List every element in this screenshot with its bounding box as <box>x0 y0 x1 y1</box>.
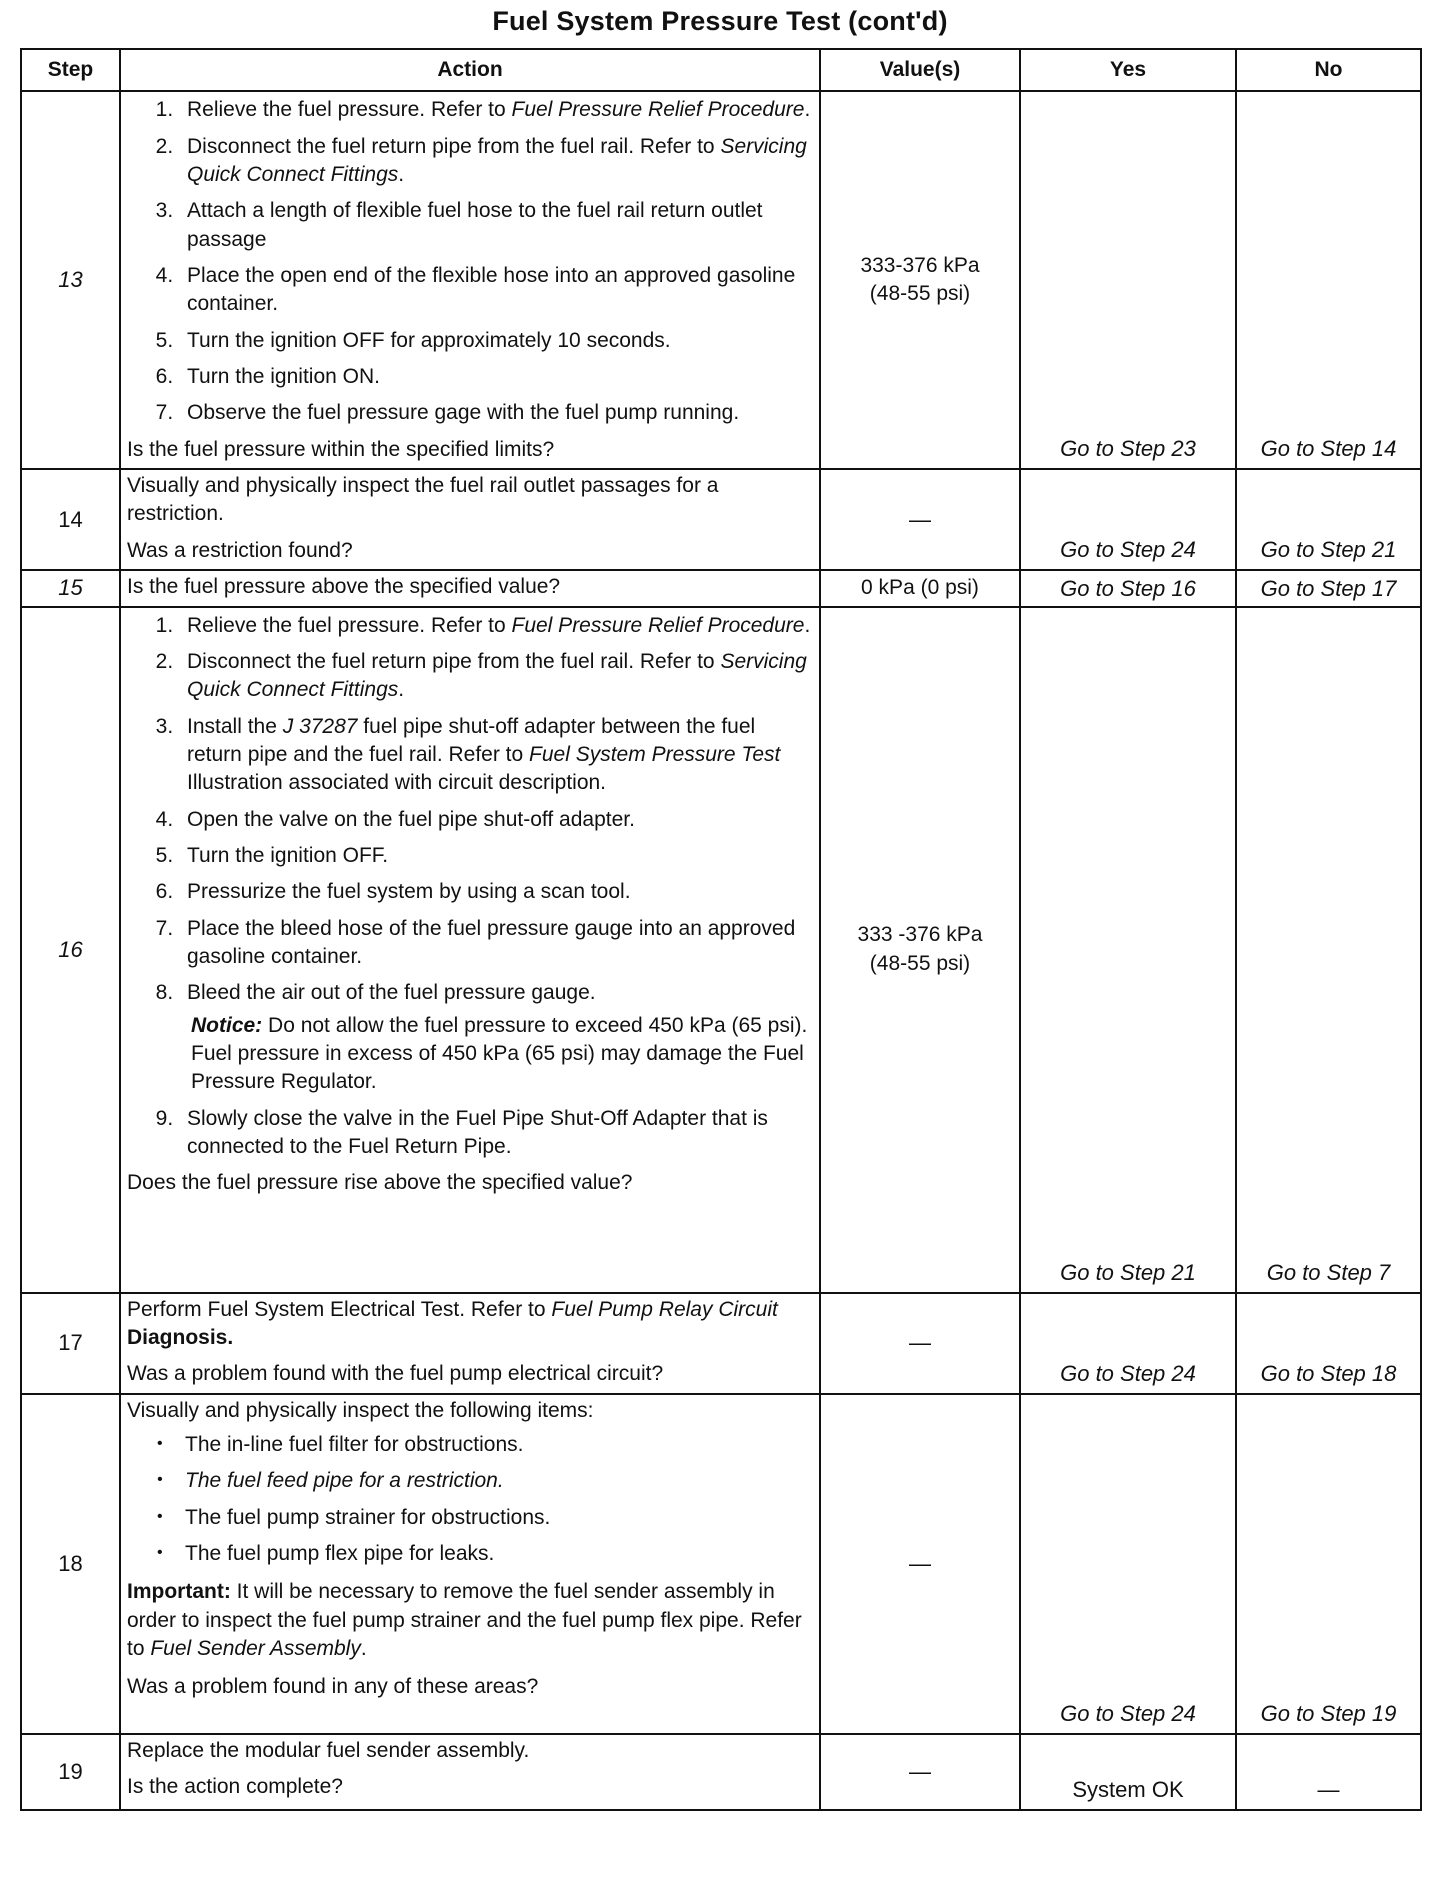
step-number: 19 <box>21 1734 120 1810</box>
action-step: 1. Relieve the fuel pressure. Refer to Fuel Pressure Relief Procedure. <box>179 612 813 640</box>
action-question: Is the fuel pressure above the specified value? <box>127 575 561 599</box>
table-row-step-14 <box>21 469 1421 570</box>
procedure-reference: Fuel Pump Relay Circuit <box>551 1297 778 1321</box>
yes-result: Go to Step 24 <box>1020 1394 1236 1734</box>
no-result: Go to Step 21 <box>1236 469 1421 570</box>
action-question: Is the fuel pressure within the specified limits? <box>127 437 555 461</box>
table-row-step-16 <box>21 607 1421 1293</box>
value-cell: — <box>820 1394 1020 1734</box>
notice-box <box>187 1012 813 1097</box>
procedure-table <box>20 48 1422 1811</box>
no-result: Go to Step 17 <box>1236 570 1421 606</box>
table-row-step-15 <box>21 570 1421 606</box>
table-row-step-13 <box>21 91 1421 469</box>
header-yes: Yes <box>1020 49 1236 91</box>
action-cell <box>120 1734 820 1810</box>
tool-reference: J 37287 <box>282 714 358 738</box>
no-result: Go to Step 18 <box>1236 1293 1421 1394</box>
action-cell <box>120 1293 820 1394</box>
value-cell: — <box>820 469 1020 570</box>
table-row-step-18 <box>21 1394 1421 1734</box>
value-cell: — <box>820 1293 1020 1394</box>
yes-result: System OK <box>1020 1734 1236 1810</box>
action-step: 4. Place the open end of the flexible hose into an approved gasoline container. <box>179 262 813 319</box>
no-result: Go to Step 7 <box>1236 607 1421 1293</box>
step-number: 18 <box>21 1394 120 1734</box>
value-line: (48-55 psi) <box>869 951 971 975</box>
action-cell <box>120 607 820 1293</box>
yes-result: Go to Step 16 <box>1020 570 1236 606</box>
header-no: No <box>1236 49 1421 91</box>
no-result: — <box>1236 1734 1421 1810</box>
list-item: • The in-line fuel filter for obstructions. <box>175 1431 813 1459</box>
important-note: Important: It will be necessary to remove the fuel sender assembly in order to inspect the fuel pump strainer and the fuel pump flex pipe. Refer to Fuel Sender Assembly. <box>127 1580 802 1660</box>
action-steps <box>127 96 813 427</box>
step-number: 17 <box>21 1293 120 1394</box>
action-question: Was a problem found in any of these areas? <box>127 1675 539 1699</box>
no-result: Go to Step 14 <box>1236 91 1421 469</box>
action-question: Was a restriction found? <box>127 538 353 562</box>
no-result: Go to Step 19 <box>1236 1394 1421 1734</box>
step-number: 13 <box>21 91 120 469</box>
procedure-reference: Fuel System Pressure Test <box>529 742 781 766</box>
action-cell <box>120 570 820 606</box>
value-cell: 0 kPa (0 psi) <box>820 570 1020 606</box>
action-steps <box>127 612 813 1162</box>
action-question: Was a problem found with the fuel pump electrical circuit? <box>127 1362 664 1386</box>
value-cell <box>820 91 1020 469</box>
important-label: Important: <box>127 1580 231 1604</box>
action-step: 2. Disconnect the fuel return pipe from the fuel rail. Refer to Servicing Quick Connect Fittings. <box>179 133 813 190</box>
action-step: 4. Open the valve on the fuel pipe shut-off adapter. <box>179 806 813 834</box>
action-step: 9. Slowly close the valve in the Fuel Pipe Shut-Off Adapter that is connected to the Fuel Return Pipe. <box>179 1105 813 1162</box>
action-step: 1. Relieve the fuel pressure. Refer to Fuel Pressure Relief Procedure. <box>179 96 813 124</box>
action-text: Visually and physically inspect the fuel rail outlet passages for a restriction. <box>127 474 719 526</box>
action-step: 5. Turn the ignition OFF for approximately 10 seconds. <box>179 327 813 355</box>
action-step: 3. Install the J 37287 fuel pipe shut-off adapter between the fuel return pipe and the fuel rail. Refer to Fuel System Pressure Test Illustration associated with circuit description. <box>179 713 813 798</box>
action-step: 7. Observe the fuel pressure gage with the fuel pump running. <box>179 399 813 427</box>
table-row-step-17 <box>21 1293 1421 1394</box>
value-line: 333-376 kPa <box>860 253 980 277</box>
value-line: 333 -376 kPa <box>857 923 983 947</box>
action-text: Replace the modular fuel sender assembly. <box>127 1738 530 1762</box>
list-item: • The fuel pump flex pipe for leaks. <box>175 1540 813 1568</box>
action-step: 6. Pressurize the fuel system by using a scan tool. <box>179 878 813 906</box>
action-question: Does the fuel pressure rise above the specified value? <box>127 1171 633 1195</box>
action-step: 2. Disconnect the fuel return pipe from the fuel rail. Refer to Servicing Quick Connect Fittings. <box>179 648 813 705</box>
header-action: Action <box>120 49 820 91</box>
yes-result: Go to Step 23 <box>1020 91 1236 469</box>
action-step: 7. Place the bleed hose of the fuel pressure gauge into an approved gasoline container. <box>179 915 813 972</box>
procedure-reference: Servicing Quick Connect Fittings <box>187 649 807 702</box>
notice-text: Do not allow the fuel pressure to exceed 450 kPa (65 psi). Fuel pressure in excess of 450 kPa (65 psi) may damage the Fuel Pressure Regulator. <box>191 1013 808 1094</box>
action-step: 8. Bleed the air out of the fuel pressure gauge. Notice: Do not allow the fuel pressure to exceed 450 kPa (65 psi). Fuel pressure in excess of 450 kPa (65 psi) may damage the Fuel Pressure Regulator. <box>179 979 813 1096</box>
procedure-reference: Fuel Pressure Relief Procedure <box>511 613 805 637</box>
table-header-row <box>21 49 1421 91</box>
procedure-reference: Fuel Pressure Relief Procedure <box>511 98 805 122</box>
yes-result: Go to Step 24 <box>1020 469 1236 570</box>
procedure-reference: Servicing Quick Connect Fittings <box>187 134 807 187</box>
action-cell <box>120 469 820 570</box>
action-question: Is the action complete? <box>127 1774 343 1798</box>
value-cell <box>820 607 1020 1293</box>
step-number: 16 <box>21 607 120 1293</box>
value-cell: — <box>820 1734 1020 1810</box>
step-number: 15 <box>21 570 120 606</box>
notice-label: Notice: <box>191 1013 263 1037</box>
action-step: 3. Attach a length of flexible fuel hose to the fuel rail return outlet passage <box>179 197 813 254</box>
header-step: Step <box>21 49 120 91</box>
inspection-list <box>127 1431 813 1568</box>
step-number: 14 <box>21 469 120 570</box>
action-step: 5. Turn the ignition OFF. <box>179 842 813 870</box>
action-cell <box>120 91 820 469</box>
list-item: • The fuel feed pipe for a restriction. <box>175 1467 813 1495</box>
procedure-reference: Fuel Sender Assembly <box>150 1636 361 1660</box>
table-row-step-19 <box>21 1734 1421 1810</box>
yes-result: Go to Step 21 <box>1020 607 1236 1293</box>
header-values: Value(s) <box>820 49 1020 91</box>
yes-result: Go to Step 24 <box>1020 1293 1236 1394</box>
value-line: (48-55 psi) <box>869 282 971 306</box>
action-cell <box>120 1394 820 1734</box>
action-step: 6. Turn the ignition ON. <box>179 363 813 391</box>
list-item: • The fuel pump strainer for obstructions. <box>175 1504 813 1532</box>
action-text: Perform Fuel System Electrical Test. Refer to Fuel Pump Relay Circuit Diagnosis. <box>127 1297 778 1349</box>
action-text: Visually and physically inspect the following items: <box>127 1398 594 1422</box>
page-title: Fuel System Pressure Test (cont'd) <box>492 6 948 36</box>
